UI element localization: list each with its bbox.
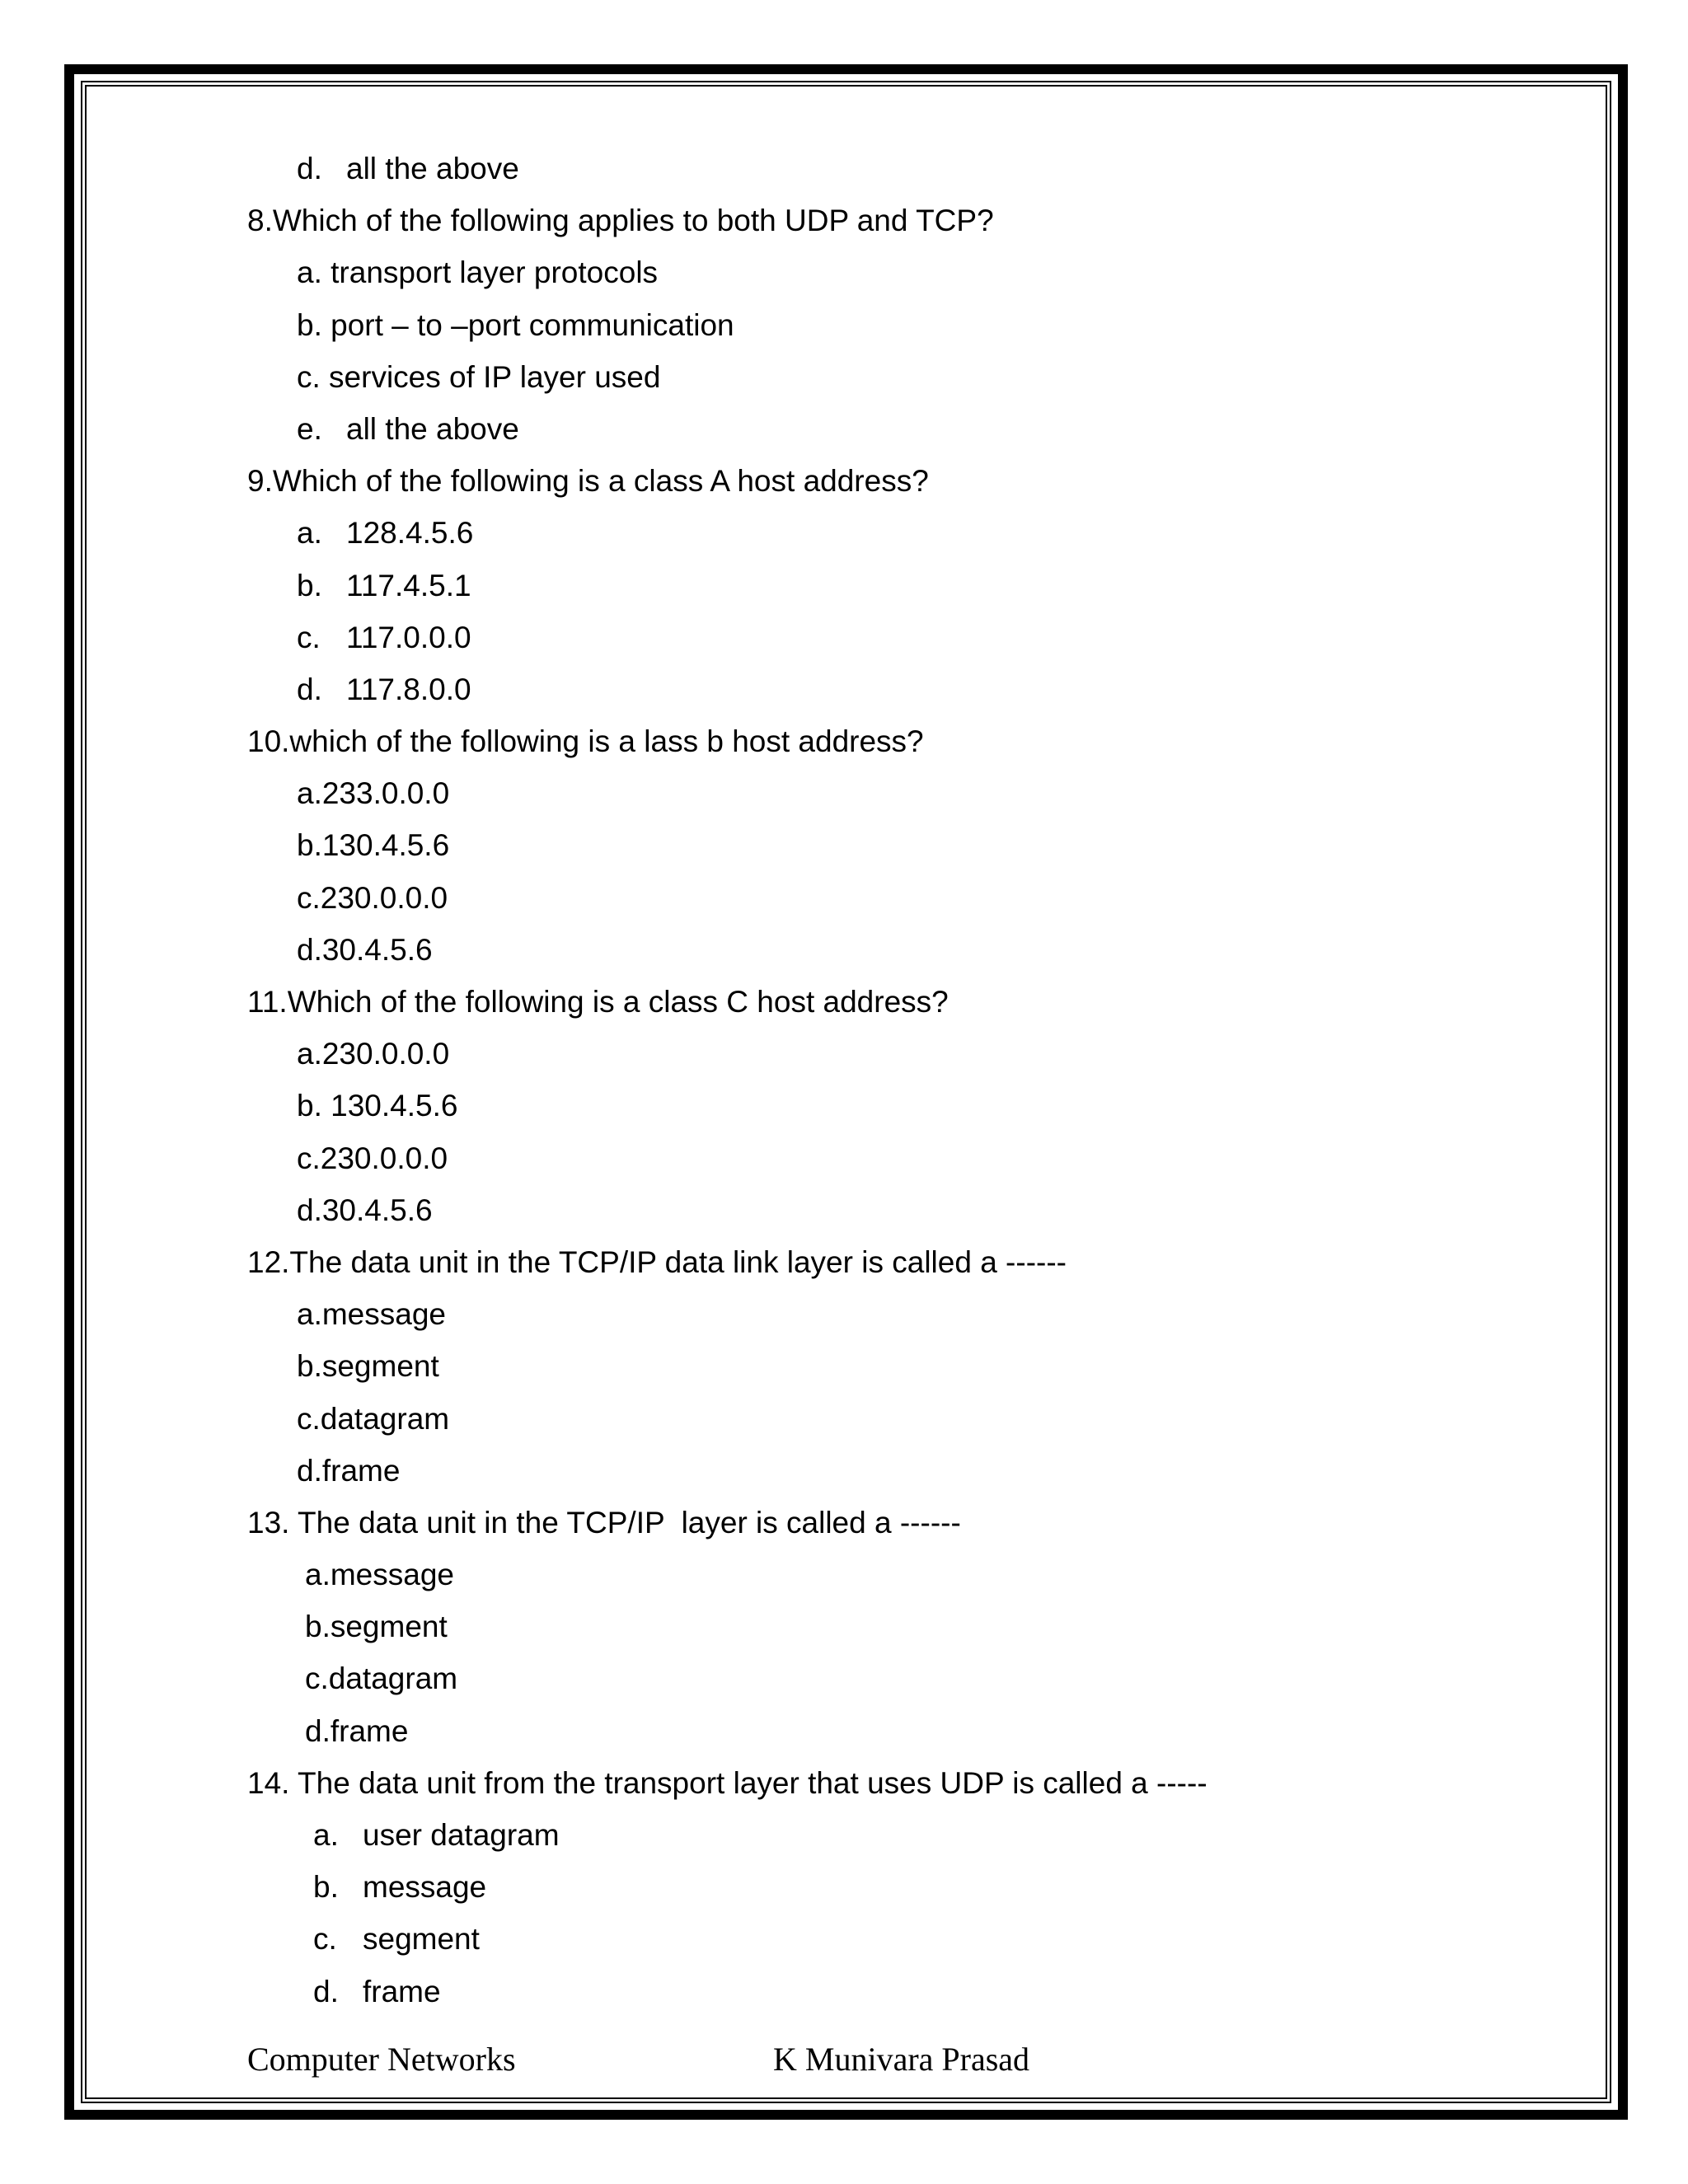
option-text: frame: [363, 1974, 441, 2008]
question-text: 14. The data unit from the transport layer that uses UDP is called a -----: [247, 1765, 1207, 1800]
answer-option: b. port – to –port communication: [297, 307, 734, 342]
question-text: 12.The data unit in the TCP/IP data link layer is called a ------: [247, 1244, 1067, 1279]
option-letter: d.: [297, 672, 322, 706]
option-text: 117.0.0.0: [346, 620, 471, 654]
option-text: all the above: [346, 152, 519, 185]
answer-option: [247, 1809, 1566, 1861]
answer-option: a.230.0.0.0: [297, 1037, 450, 1071]
footer-author-name: K Munivara Prasad: [773, 2041, 1030, 2078]
question-text: 8.Which of the following applies to both UDP and TCP?: [247, 204, 994, 238]
answer-option: b.segment: [297, 1349, 439, 1384]
answer-option: a.message: [297, 1297, 446, 1332]
answer-option: [247, 663, 1566, 715]
option-text: 117.8.0.0: [346, 672, 471, 706]
answer-option: c.230.0.0.0: [297, 880, 448, 915]
option-letter: b.: [313, 1870, 339, 1905]
answer-option: c.datagram: [297, 1401, 450, 1436]
answer-option: d.30.4.5.6: [297, 1193, 433, 1227]
answer-option: [247, 1861, 1566, 1913]
answer-option: d.30.4.5.6: [297, 932, 433, 967]
footer-course-title: Computer Networks: [247, 2041, 516, 2078]
answer-option: [247, 143, 1566, 194]
option-letter: d.: [313, 1974, 339, 2008]
option-text: 128.4.5.6: [346, 516, 474, 551]
answer-option: [247, 560, 1566, 612]
option-letter: b.: [297, 568, 322, 602]
question-list: [247, 143, 1566, 2018]
answer-option: a.message: [305, 1558, 454, 1592]
answer-option: [247, 1966, 1566, 2018]
answer-option: [247, 403, 1566, 455]
answer-option: d.frame: [305, 1713, 409, 1748]
answer-option: d.frame: [297, 1453, 401, 1488]
answer-option: b. 130.4.5.6: [297, 1089, 458, 1123]
answer-option: [247, 612, 1566, 663]
option-letter: a.: [297, 516, 322, 551]
answer-option: [247, 507, 1566, 559]
answer-option: c.230.0.0.0: [297, 1141, 448, 1175]
answer-option: a.233.0.0.0: [297, 776, 450, 811]
option-text: all the above: [346, 411, 519, 446]
option-letter: d.: [297, 152, 322, 185]
option-text: segment: [363, 1922, 480, 1957]
option-letter: a.: [313, 1818, 339, 1852]
option-text: user datagram: [363, 1818, 560, 1852]
option-text: message: [363, 1870, 487, 1905]
question-text: 10.which of the following is a lass b host address?: [247, 724, 924, 759]
question-text: 9.Which of the following is a class A host address?: [247, 464, 929, 499]
question-text: 13. The data unit in the TCP/IP layer is called a ------: [247, 1505, 961, 1540]
option-letter: c.: [297, 620, 321, 654]
question-text: 11.Which of the following is a class C host address?: [247, 985, 949, 1019]
answer-option: [247, 1913, 1566, 1965]
option-letter: c.: [313, 1922, 337, 1957]
answer-option: b.segment: [305, 1610, 448, 1644]
answer-option: a. transport layer protocols: [297, 255, 659, 290]
answer-option: c. services of IP layer used: [297, 359, 661, 394]
option-letter: e.: [297, 411, 322, 446]
option-text: 117.4.5.1: [346, 568, 471, 602]
answer-option: c.datagram: [305, 1661, 458, 1696]
answer-option: b.130.4.5.6: [297, 828, 450, 863]
